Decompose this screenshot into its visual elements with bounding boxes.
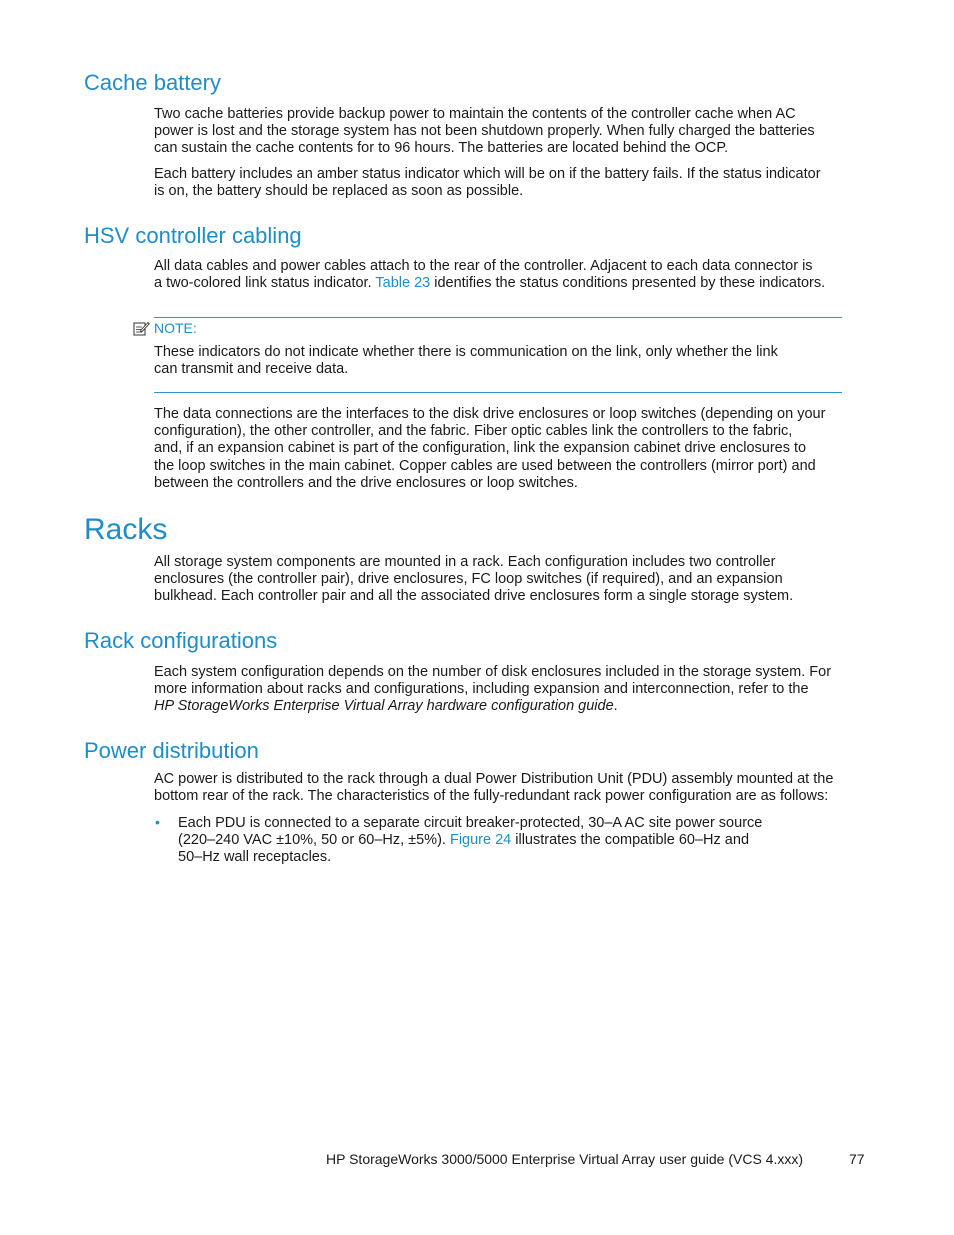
- paragraph-cache-battery-1: [154, 106, 864, 158]
- text-line: can sustain the cache contents for to 96 hours. The batteries are located behind the OCP.: [154, 140, 729, 157]
- text-line: Each PDU is connected to a separate circuit breaker-protected, 30–A AC site power source: [178, 815, 763, 831]
- note-body: [154, 344, 864, 378]
- text-line: bottom rear of the rack. The characteristics of the fully-redundant rack power configuration are as follows:: [154, 788, 829, 805]
- paragraph-hsv-cabling-1: [154, 258, 864, 292]
- heading-power-distribution: Power distribution: [84, 738, 259, 763]
- paragraph-racks: [154, 554, 864, 606]
- text-line: [154, 698, 864, 715]
- text-line: enclosures (the controller pair), drive enclosures, FC loop switches (if required), and an expansion: [154, 571, 783, 588]
- text-line: [154, 275, 864, 292]
- heading-hsv-controller-cabling: HSV controller cabling: [84, 223, 302, 248]
- text-line: more information about racks and configurations, including expansion and interconnection, refer to the: [154, 681, 809, 698]
- text-line: Each battery includes an amber status indicator which will be on if the battery fails. If the status indicator: [154, 166, 821, 182]
- paragraph-hsv-cabling-2: [154, 406, 864, 492]
- note-top-rule: [154, 317, 842, 318]
- text-line: power is lost and the storage system has not been shutdown properly. When fully charged the batteries: [154, 123, 815, 140]
- footer-title: HP StorageWorks 3000/5000 Enterprise Virtual Array user guide (VCS 4.xxx): [326, 1151, 804, 1167]
- paragraph-power-distribution: [154, 771, 864, 805]
- text-segment: illustrates the compatible 60–Hz and: [511, 832, 750, 849]
- text-line: the loop switches in the main cabinet. Copper cables are used between the controllers (mirror port) and: [154, 457, 816, 474]
- text-line: These indicators do not indicate whether there is communication on the link, only whether the link: [154, 344, 778, 360]
- text-line: and, if an expansion cabinet is part of the configuration, link the expansion cabinet drive enclosures to: [154, 440, 807, 457]
- text-line: bulkhead. Each controller pair and all the associated drive enclosures form a single storage system.: [154, 588, 794, 605]
- text-line: 50–Hz wall receptacles.: [178, 849, 332, 866]
- text-segment: identifies the status conditions presented by these indicators.: [430, 275, 826, 292]
- text-line: All storage system components are mounted in a rack. Each configuration includes two controller: [154, 554, 776, 570]
- text-line: Each system configuration depends on the number of disk enclosures included in the storage system. For: [154, 664, 832, 680]
- page-number: 77: [849, 1151, 865, 1167]
- text-segment: (220–240 VAC ±10%, 50 or 60–Hz, ±5%).: [178, 832, 450, 849]
- guide-title: HP StorageWorks Enterprise Virtual Array hardware configuration guide: [154, 698, 614, 715]
- text-line: between the controllers and the drive enclosures or loop switches.: [154, 474, 578, 491]
- table-23-link[interactable]: Table 23: [375, 275, 431, 292]
- paragraph-cache-battery-2: [154, 166, 864, 200]
- note-bottom-rule: [154, 392, 842, 393]
- text-segment: a two-colored link status indicator.: [154, 275, 376, 292]
- heading-rack-configurations: Rack configurations: [84, 628, 278, 653]
- text-line: AC power is distributed to the rack through a dual Power Distribution Unit (PDU) assembly mounted at the: [154, 771, 834, 787]
- note-label: NOTE:: [154, 320, 197, 336]
- note-pencil-icon: [133, 321, 150, 336]
- text-line: configuration), the other controller, and the fabric. Fiber optic cables link the controllers to the fabric,: [154, 423, 793, 440]
- text-line: The data connections are the interfaces to the disk drive enclosures or loop switches (depending on your: [154, 406, 826, 422]
- text-line: is on, the battery should be replaced as soon as possible.: [154, 183, 524, 200]
- bullet-item-pdu: [178, 815, 858, 867]
- heading-cache-battery: Cache battery: [84, 70, 221, 95]
- text-line: Two cache batteries provide backup power to maintain the contents of the controller cache when AC: [154, 106, 796, 122]
- paragraph-rack-configurations: [154, 664, 864, 716]
- text-segment: .: [613, 698, 618, 715]
- note-header: [133, 320, 197, 336]
- text-line: [178, 832, 858, 849]
- text-line: can transmit and receive data.: [154, 361, 349, 378]
- figure-24-link[interactable]: Figure 24: [449, 832, 512, 849]
- bullet-marker: •: [155, 814, 160, 830]
- heading-racks: Racks: [84, 513, 168, 546]
- text-line: All data cables and power cables attach to the rear of the controller. Adjacent to each data connector is: [154, 258, 813, 274]
